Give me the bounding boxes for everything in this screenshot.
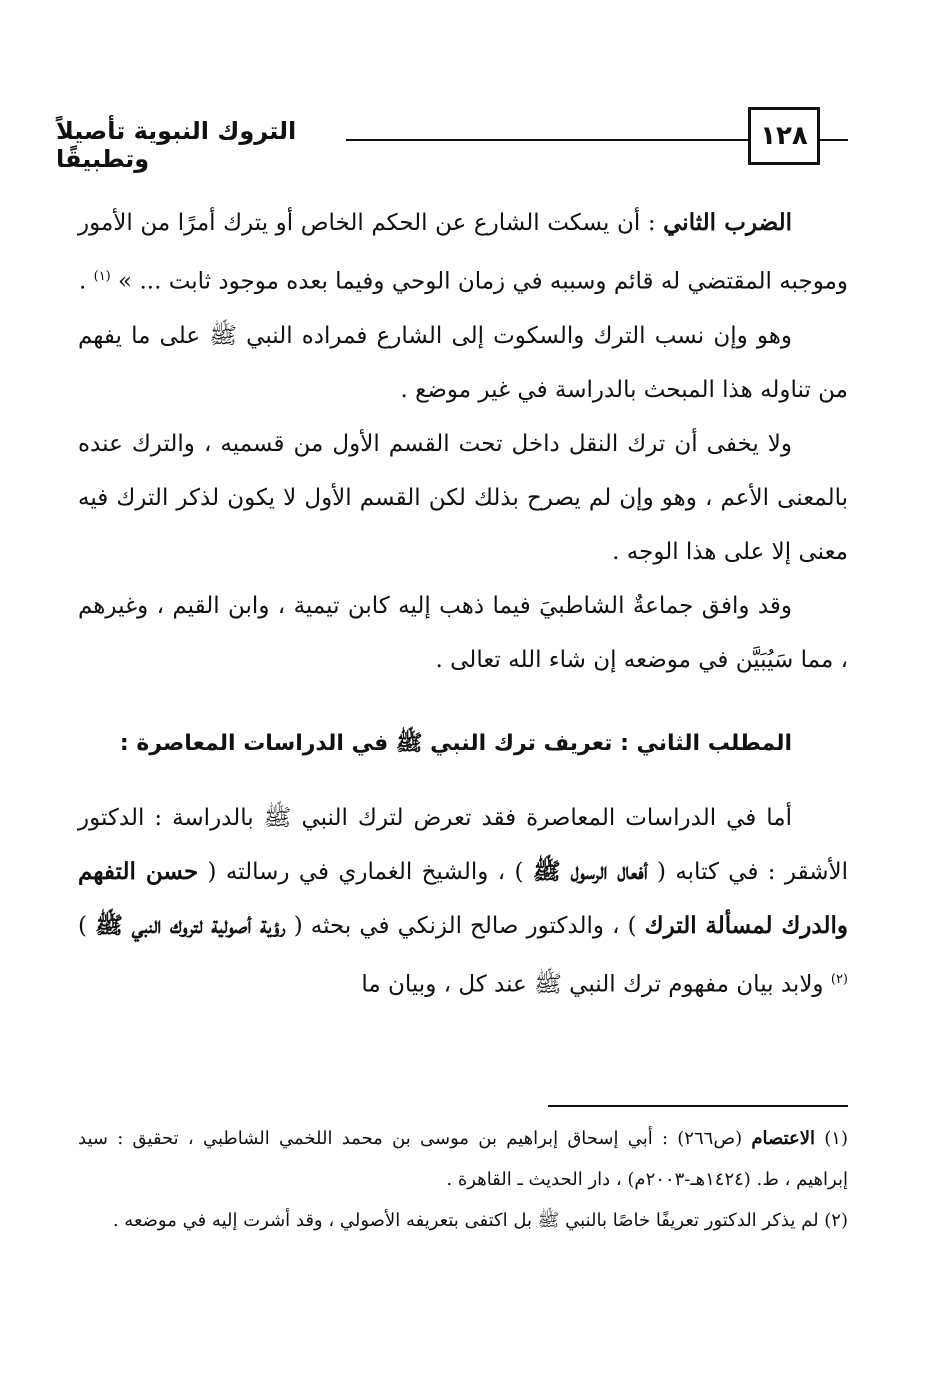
paragraph-5-f: ولابد بيان مفهوم ترك النبي ﷺ عند كل ، وبيان ما xyxy=(361,971,831,998)
paragraph-1-text: : أن يسكت الشارع عن الحكم الخاص أو يترك أمرًا من الأمور وموجبه المقتضي له قائم وسببه في زمان الوحي وفيما بعده موجود ثابت ... » xyxy=(78,210,848,295)
header-rule-right xyxy=(820,139,848,141)
page-number: ١٢٨ xyxy=(760,121,808,151)
paragraph-5 xyxy=(78,791,848,1012)
footnote-2: (٢) لم يذكر الدكتور تعريفًا خاصًا بالنبي ﷺ بل اكتفى بتعريفه الأصولي ، وقد أشرت إليه في موضعه . xyxy=(112,1210,848,1231)
footnote-ref-1: (١) xyxy=(93,269,111,284)
footnote-rule xyxy=(548,1105,848,1107)
paragraph-5-a: أما في الدراسات المعاصرة فقد تعرض لترك النبي ﷺ بالدراسة : الدكتور الأشقر : في كتابه ( xyxy=(78,804,848,885)
footnote-1-number: (١) xyxy=(815,1128,848,1149)
paragraph-1 xyxy=(78,196,848,309)
paragraph-3: ولا يخفى أن ترك النقل داخل تحت القسم الأول من قسميه ، والترك عنده بالمعنى الأعم ، وهو وإن لم يصرح بذلك لكن القسم الأول لا يكون لذكر الترك فيه معنى إلا على هذا الوجه . xyxy=(78,430,848,565)
paragraph-1-end: . xyxy=(78,268,94,295)
footnotes xyxy=(78,1118,848,1241)
footnote-ref-2: (٢) xyxy=(830,971,848,987)
header-rule xyxy=(340,139,795,141)
paragraph-2: وهو وإن نسب الترك والسكوت إلى الشارع فمراده النبي ﷺ على ما يفهم من تناوله هذا المبحث بالدراسة في غير موضع . xyxy=(78,322,848,403)
footnote-1-bold: الاعتصام xyxy=(751,1128,816,1149)
footnote-1-text: (ص٢٦٦) : أبي إسحاق إبراهيم بن موسى بن محمد اللخمي الشاطبي ، تحقيق : سيد إبراهيم ، ط. (١٤٢٤هـ-٢٠٠٣م) ، دار الحديث ـ القاهرة . xyxy=(78,1128,848,1190)
paragraph-5-c: ) ، والشيخ الغماري في رسالته ( xyxy=(198,858,533,885)
page-header xyxy=(50,103,870,171)
main-text xyxy=(78,196,848,1011)
section-heading: المطلب الثاني : تعريف ترك النبي ﷺ في الدراسات المعاصرة : xyxy=(119,730,792,756)
book-title: التروك النبوية تأصيلاً وتطبيقًا xyxy=(50,117,346,173)
paragraph-5-d: ) ، والدكتور صالح الزنكي في بحثه ( xyxy=(285,912,645,939)
book-title-2: حسن التفهم والدرك لمسألة الترك xyxy=(78,857,848,939)
footnote-1 xyxy=(78,1118,848,1200)
paragraph-1-bold: الضرب الثاني xyxy=(663,209,792,236)
book-title-3: رؤية أصولية لتروك النبي ﷺ xyxy=(95,911,286,939)
paragraph-5-e: ) xyxy=(78,912,96,939)
book-title-1: أفعال الرسول ﷺ xyxy=(532,857,648,885)
paragraph-4: وقد وافق جماعةٌ الشاطبيَ فيما ذهب إليه كابن تيمية ، وابن القيم ، وغيرهم ، مما سَيُبَيَّن في موضعه إن شاء الله تعالى . xyxy=(78,592,848,673)
page-number-box xyxy=(748,107,820,165)
